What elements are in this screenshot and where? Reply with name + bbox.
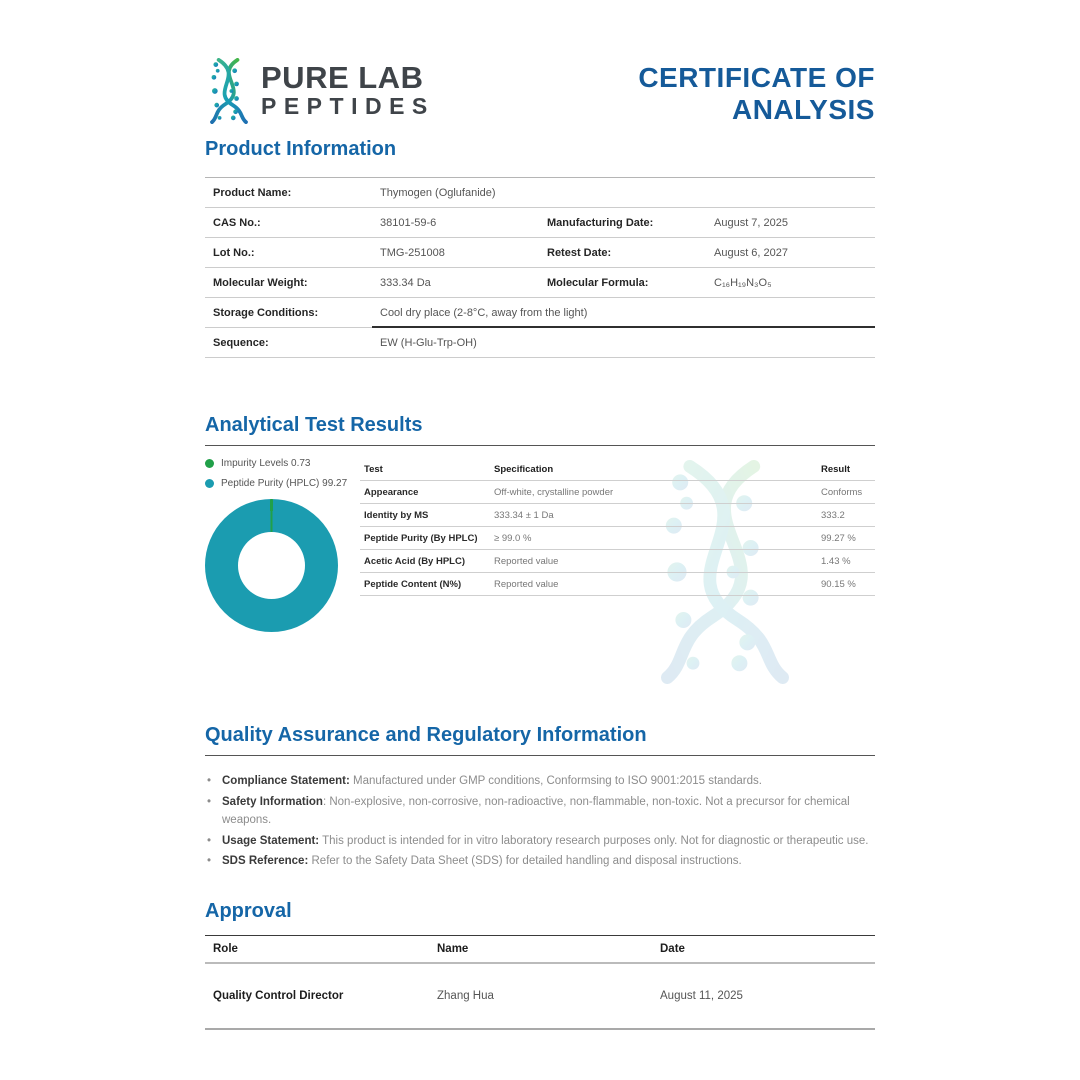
field-value: Cool dry place (2-8°C, away from the light) bbox=[380, 306, 588, 319]
list-item bbox=[205, 832, 875, 850]
legend-label: Peptide Purity (HPLC) 99.27 bbox=[221, 478, 348, 490]
field-value: C₁₆H₁₉N₃O₅ bbox=[714, 276, 772, 289]
table-row bbox=[360, 550, 875, 573]
field-label: Sequence: bbox=[213, 336, 269, 349]
table-row bbox=[205, 208, 875, 238]
column-header: Role bbox=[213, 943, 238, 956]
qa-list bbox=[205, 772, 875, 870]
legend-item bbox=[205, 458, 360, 469]
field-label: Molecular Formula: bbox=[547, 276, 649, 289]
field-value: 333.34 Da bbox=[380, 276, 431, 289]
test-spec: Reported value bbox=[494, 578, 559, 590]
field-label: Manufacturing Date: bbox=[547, 216, 654, 229]
table-row bbox=[205, 238, 875, 268]
field-label: Storage Conditions: bbox=[213, 306, 319, 319]
column-header: Test bbox=[364, 463, 383, 475]
table-header-row bbox=[360, 458, 875, 481]
approval-heading: Approval bbox=[205, 900, 292, 923]
dna-logo-icon bbox=[205, 58, 253, 124]
list-item bbox=[205, 793, 875, 830]
document-title-line1: CERTIFICATE OF bbox=[638, 62, 875, 93]
approver-name: Zhang Hua bbox=[437, 990, 494, 1003]
test-name: Appearance bbox=[364, 486, 419, 498]
field-value: TMG-251008 bbox=[380, 246, 445, 259]
purity-chart-panel bbox=[205, 458, 360, 632]
purity-donut-chart bbox=[205, 499, 338, 632]
table-row bbox=[360, 573, 875, 596]
header bbox=[205, 58, 875, 126]
brand-name-line1: PURE LAB bbox=[261, 60, 424, 96]
qa-item-label: Safety Information bbox=[222, 795, 323, 808]
legend-dot-impurity bbox=[205, 459, 214, 468]
table-row bbox=[205, 268, 875, 298]
table-row bbox=[360, 504, 875, 527]
field-value: EW (H-Glu-Trp-OH) bbox=[380, 336, 477, 349]
field-label: Lot No.: bbox=[213, 246, 255, 259]
qa-item-text: This product is intended for in vitro laboratory research purposes only. Not for diagnostic or therapeutic use. bbox=[319, 834, 869, 847]
brand-name bbox=[261, 62, 435, 119]
table-row bbox=[205, 298, 875, 328]
table-header-row bbox=[205, 936, 875, 964]
table-row bbox=[205, 178, 875, 208]
test-name: Acetic Acid (By HPLC) bbox=[364, 555, 465, 567]
test-spec: Off-white, crystalline powder bbox=[494, 486, 614, 498]
analytical-results-body bbox=[205, 458, 875, 632]
test-name: Peptide Content (N%) bbox=[364, 578, 462, 590]
qa-heading: Quality Assurance and Regulatory Information bbox=[205, 724, 875, 756]
product-information-heading: Product Information bbox=[205, 138, 397, 161]
test-name: Identity by MS bbox=[364, 509, 429, 521]
qa-item-text: Refer to the Safety Data Sheet (SDS) for detailed handling and disposal instructions. bbox=[308, 854, 742, 867]
field-value: August 7, 2025 bbox=[714, 216, 789, 229]
field-label: Retest Date: bbox=[547, 246, 612, 259]
column-header: Specification bbox=[494, 463, 554, 475]
field-value: August 6, 2027 bbox=[714, 246, 789, 259]
test-name: Peptide Purity (By HPLC) bbox=[364, 532, 478, 544]
column-header: Date bbox=[660, 943, 685, 956]
test-spec: Reported value bbox=[494, 555, 559, 567]
analytical-results-heading: Analytical Test Results bbox=[205, 414, 875, 446]
test-result: 333.2 bbox=[821, 509, 845, 521]
field-value: 38101-59-6 bbox=[380, 216, 437, 229]
column-header: Result bbox=[821, 463, 851, 475]
table-row bbox=[360, 527, 875, 550]
product-information-table bbox=[205, 177, 875, 358]
brand-logo bbox=[205, 58, 435, 124]
test-results-table bbox=[360, 458, 875, 632]
test-result: 90.15 % bbox=[821, 578, 856, 590]
test-spec: 333.34 ± 1 Da bbox=[494, 509, 554, 521]
field-value: Thymogen (Oglufanide) bbox=[380, 186, 496, 199]
table-row bbox=[205, 328, 875, 358]
table-row bbox=[360, 481, 875, 504]
test-result: 99.27 % bbox=[821, 532, 856, 544]
qa-item-text: : Non-explosive, non-corrosive, non-radioactive, non-flammable, non-toxic. Not a precursor for chemical weapons. bbox=[222, 795, 850, 827]
approval-date: August 11, 2025 bbox=[660, 990, 743, 1003]
list-item bbox=[205, 852, 875, 870]
field-label: CAS No.: bbox=[213, 216, 261, 229]
qa-item-label: SDS Reference: bbox=[222, 854, 309, 867]
qa-item-label: Compliance Statement: bbox=[222, 775, 350, 788]
qa-item-label: Usage Statement: bbox=[222, 834, 320, 847]
table-row bbox=[205, 964, 875, 1030]
test-result: Conforms bbox=[821, 486, 863, 498]
legend-label: Impurity Levels 0.73 bbox=[221, 458, 311, 470]
test-spec: ≥ 99.0 % bbox=[494, 532, 532, 544]
document-title bbox=[638, 62, 875, 126]
test-result: 1.43 % bbox=[821, 555, 851, 567]
qa-item-text: Manufactured under GMP conditions, Conformsing to ISO 9001:2015 standards. bbox=[349, 775, 762, 788]
brand-name-line2: PEPTIDES bbox=[261, 93, 435, 120]
field-label: Product Name: bbox=[213, 186, 292, 199]
legend-item bbox=[205, 478, 360, 489]
field-label: Molecular Weight: bbox=[213, 276, 308, 289]
approver-role: Quality Control Director bbox=[213, 990, 344, 1003]
column-header: Name bbox=[437, 943, 469, 956]
legend-dot-purity bbox=[205, 479, 214, 488]
document-title-line2: ANALYSIS bbox=[731, 94, 875, 126]
list-item bbox=[205, 772, 875, 790]
approval-table bbox=[205, 935, 875, 1030]
